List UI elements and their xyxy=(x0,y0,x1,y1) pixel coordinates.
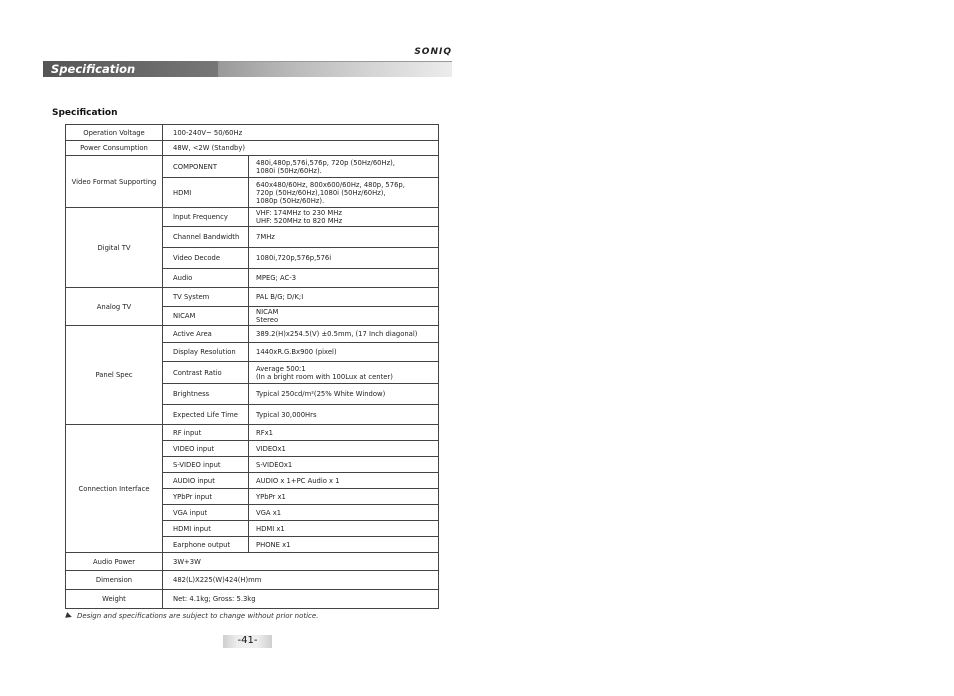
spec-value: Net: 4.1kg; Gross: 5.3kg xyxy=(163,590,439,609)
spec-value: Average 500:1 (In a bright room with 100Lux at center) xyxy=(249,362,439,384)
table-row xyxy=(66,425,439,441)
spec-sublabel: TV System xyxy=(163,288,249,307)
spec-sublabel: Active Area xyxy=(163,326,249,343)
spec-value: Typical 30,000Hrs xyxy=(249,405,439,425)
spec-value: YPbPr x1 xyxy=(249,489,439,505)
spec-value: 389.2(H)x254.5(V) ±0.5mm, (17 Inch diagonal) xyxy=(249,326,439,343)
spec-label: Power Consumption xyxy=(66,141,163,156)
table-row xyxy=(66,571,439,590)
spec-value: PHONE x1 xyxy=(249,537,439,553)
spec-sublabel: S-VIDEO input xyxy=(163,457,249,473)
page-number: -41- xyxy=(237,635,258,646)
spec-value: RFx1 xyxy=(249,425,439,441)
spec-value: 482(L)X225(W)424(H)mm xyxy=(163,571,439,590)
spec-sublabel: Audio xyxy=(163,269,249,288)
spec-value: PAL B/G; D/K;I xyxy=(249,288,439,307)
section-banner xyxy=(43,61,452,77)
footnote xyxy=(66,612,318,620)
spec-sublabel: Earphone output xyxy=(163,537,249,553)
spec-sublabel: AUDIO input xyxy=(163,473,249,489)
spec-label: Weight xyxy=(66,590,163,609)
spec-label: Operation Voltage xyxy=(66,125,163,141)
spec-value: 100-240V~ 50/60Hz xyxy=(163,125,439,141)
spec-sublabel: HDMI xyxy=(163,178,249,208)
spec-value: NICAM Stereo xyxy=(249,307,439,326)
spec-sublabel: RF input xyxy=(163,425,249,441)
spec-value: VGA x1 xyxy=(249,505,439,521)
spec-value: 480i,480p,576i,576p, 720p (50Hz/60Hz), 1080i (50Hz/60Hz). xyxy=(249,156,439,178)
spec-label: Analog TV xyxy=(66,288,163,326)
table-row xyxy=(66,208,439,227)
spec-label: Audio Power xyxy=(66,553,163,571)
spec-value: HDMI x1 xyxy=(249,521,439,537)
spec-sublabel: VGA input xyxy=(163,505,249,521)
spec-value: 3W+3W xyxy=(163,553,439,571)
spec-sublabel: HDMI input xyxy=(163,521,249,537)
specification-table xyxy=(65,124,439,609)
arrow-icon xyxy=(65,612,73,620)
spec-label: Connection Interface xyxy=(66,425,163,553)
page-number-box xyxy=(223,635,272,648)
table-row xyxy=(66,125,439,141)
spec-label: Digital TV xyxy=(66,208,163,288)
spec-value: 640x480/60Hz, 800x600/60Hz, 480p, 576p, 720p (50Hz/60Hz),1080i (50Hz/60Hz), 1080p (50Hz/60Hz). xyxy=(249,178,439,208)
table-row xyxy=(66,553,439,571)
brand-logo: SONIQ xyxy=(414,47,452,57)
spec-sublabel: Brightness xyxy=(163,384,249,405)
spec-sublabel: COMPONENT xyxy=(163,156,249,178)
spec-sublabel: YPbPr input xyxy=(163,489,249,505)
table-row xyxy=(66,141,439,156)
spec-sublabel: Channel Bandwidth xyxy=(163,227,249,248)
spec-sublabel: Input Frequency xyxy=(163,208,249,227)
spec-sublabel: Expected Life Time xyxy=(163,405,249,425)
spec-sublabel: NICAM xyxy=(163,307,249,326)
spec-value: S-VIDEOx1 xyxy=(249,457,439,473)
table-row xyxy=(66,288,439,307)
spec-value: 1080i,720p,576p,576i xyxy=(249,248,439,269)
spec-value: AUDIO x 1+PC Audio x 1 xyxy=(249,473,439,489)
spec-value: MPEG; AC-3 xyxy=(249,269,439,288)
table-row xyxy=(66,156,439,178)
spec-label: Panel Spec xyxy=(66,326,163,425)
spec-sublabel: Contrast Ratio xyxy=(163,362,249,384)
table-row xyxy=(66,590,439,609)
footnote-text: Design and specifications are subject to change without prior notice. xyxy=(77,612,319,620)
spec-value: Typical 250cd/m²(25% White Window) xyxy=(249,384,439,405)
spec-value: 48W, <2W (Standby) xyxy=(163,141,439,156)
spec-value: 7MHz xyxy=(249,227,439,248)
spec-value: 1440xR.G.Bx900 (pixel) xyxy=(249,343,439,362)
spec-label: Dimension xyxy=(66,571,163,590)
spec-sublabel: Video Decode xyxy=(163,248,249,269)
spec-value: VIDEOx1 xyxy=(249,441,439,457)
spec-value: VHF: 174MHz to 230 MHz UHF: 520MHz to 820 MHz xyxy=(249,208,439,227)
spec-label: Video Format Supporting xyxy=(66,156,163,208)
section-heading: Specification xyxy=(52,108,118,118)
banner-title: Specification xyxy=(51,62,136,76)
table-row xyxy=(66,326,439,343)
spec-sublabel: Display Resolution xyxy=(163,343,249,362)
spec-sublabel: VIDEO input xyxy=(163,441,249,457)
